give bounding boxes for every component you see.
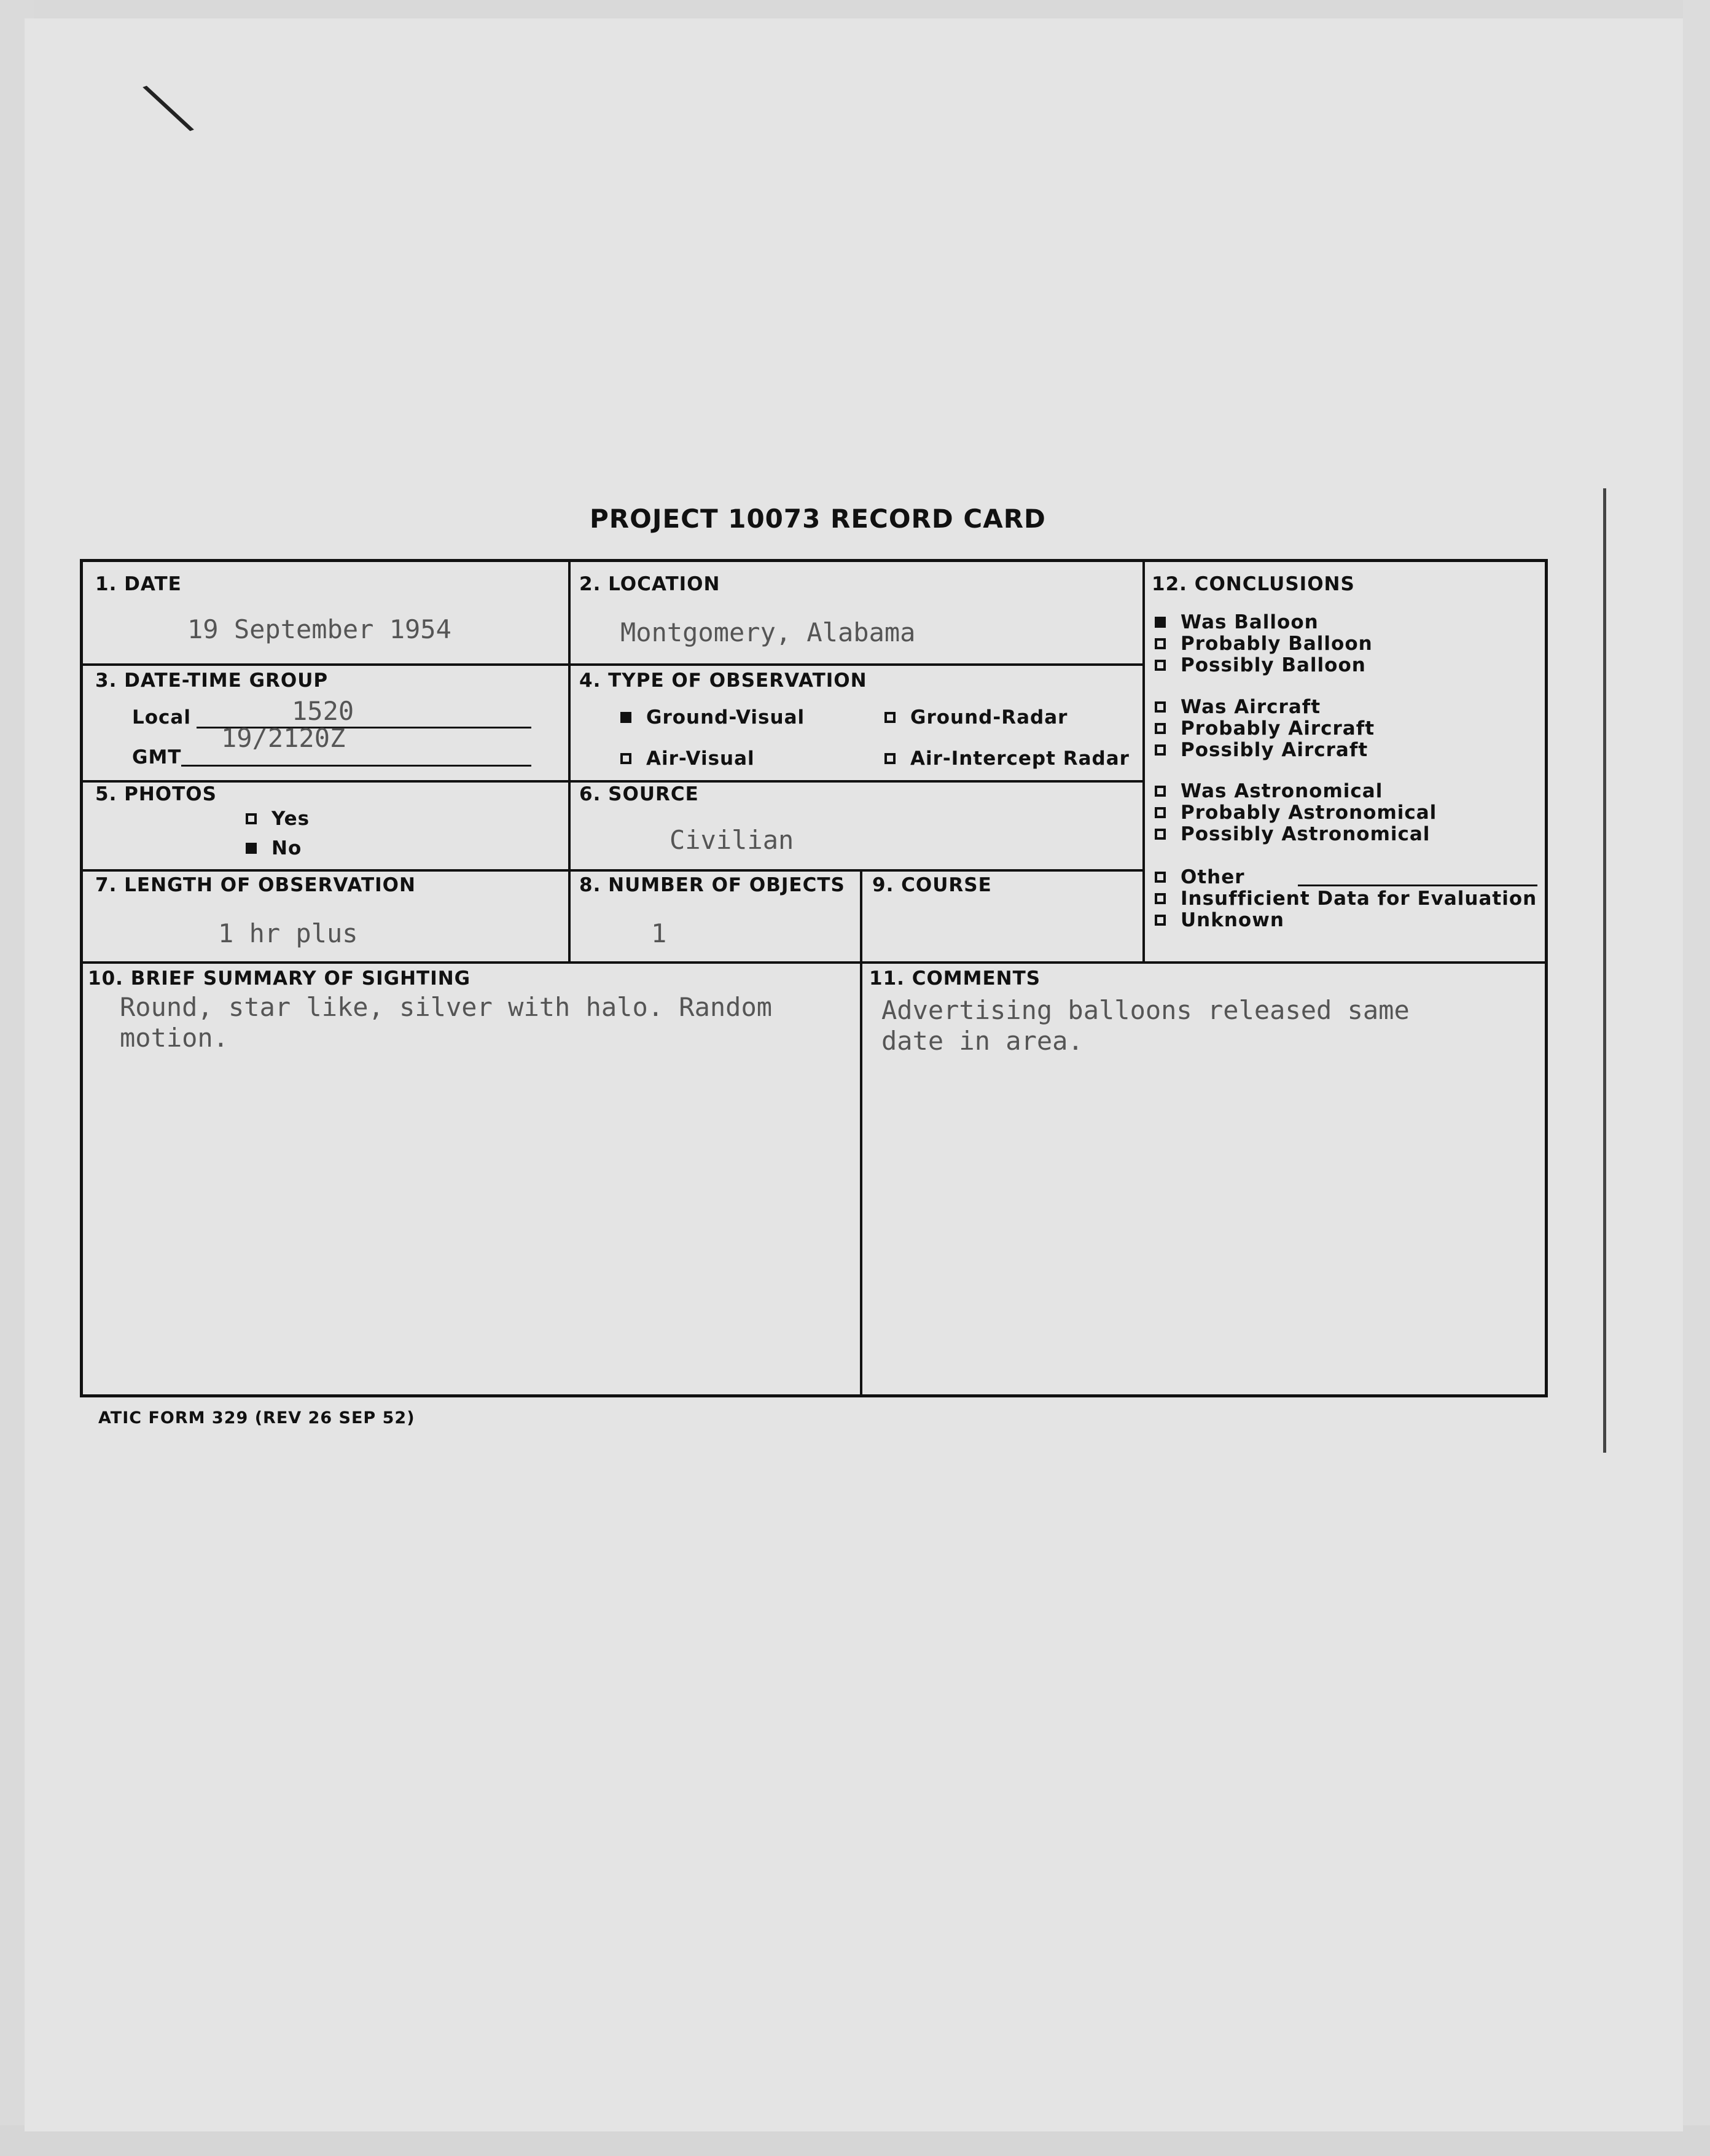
divider: [83, 869, 1142, 872]
conclusion-unknown[interactable]: Unknown: [1155, 909, 1284, 931]
summary-line-1: Round, star like, silver with halo. Random: [120, 992, 773, 1022]
local-value: 1520: [292, 696, 354, 726]
checkbox-icon: [1155, 807, 1166, 818]
date-value: 19 September 1954: [187, 614, 451, 644]
checkbox-icon: [884, 712, 896, 723]
divider: [83, 780, 1142, 783]
card-title: PROJECT 10073 RECORD CARD: [590, 504, 1046, 534]
conclusion-probably-aircraft[interactable]: Probably Aircraft: [1155, 717, 1375, 740]
dtg-label: 3. DATE-TIME GROUP: [95, 670, 329, 692]
gmt-underline: [181, 765, 531, 767]
conclusion-other[interactable]: Other: [1155, 866, 1245, 888]
option-ground-visual[interactable]: Ground-Visual: [620, 706, 805, 728]
length-value: 1 hr plus: [218, 918, 358, 948]
objects-value: 1: [651, 918, 667, 948]
conclusion-probably-astronomical[interactable]: Probably Astronomical: [1155, 802, 1437, 824]
option-air-intercept-radar[interactable]: Air-Intercept Radar: [884, 748, 1130, 770]
corner-mark: ╲: [144, 76, 192, 141]
checkbox-icon: [1155, 701, 1166, 713]
other-underline: [1298, 885, 1537, 886]
checkbox-icon: [1155, 638, 1166, 649]
checkbox-icon: [1155, 829, 1166, 840]
photos-yes[interactable]: Yes: [246, 808, 310, 830]
checkbox-icon: [1155, 617, 1166, 628]
photos-no[interactable]: No: [246, 837, 302, 859]
checkbox-icon: [1155, 893, 1166, 904]
checkbox-icon: [1155, 915, 1166, 926]
observation-label: 4. TYPE OF OBSERVATION: [579, 670, 867, 692]
checkbox-icon: [1155, 744, 1166, 756]
record-card: [80, 559, 1548, 1397]
divider: [568, 562, 571, 961]
checkbox-icon: [620, 753, 631, 764]
conclusion-possibly-aircraft[interactable]: Possibly Aircraft: [1155, 739, 1368, 761]
checkbox-icon: [1155, 660, 1166, 671]
conclusion-possibly-balloon[interactable]: Possibly Balloon: [1155, 654, 1366, 676]
page-right-edge: [1683, 0, 1710, 2156]
conclusion-was-balloon[interactable]: Was Balloon: [1155, 611, 1319, 633]
location-label: 2. LOCATION: [579, 573, 720, 595]
objects-label: 8. NUMBER OF OBJECTS: [579, 874, 845, 896]
comments-label: 11. COMMENTS: [869, 967, 1041, 990]
comments-line-2: date in area.: [881, 1026, 1083, 1056]
checkbox-icon: [1155, 786, 1166, 797]
option-ground-radar[interactable]: Ground-Radar: [884, 706, 1068, 728]
course-label: 9. COURSE: [872, 874, 992, 896]
checkbox-icon: [246, 813, 257, 824]
checkbox-icon: [620, 712, 631, 723]
length-label: 7. LENGTH OF OBSERVATION: [95, 874, 416, 896]
option-air-visual[interactable]: Air-Visual: [620, 748, 755, 770]
local-label: Local: [132, 706, 191, 728]
divider: [1142, 562, 1145, 961]
checkbox-icon: [1155, 872, 1166, 883]
conclusion-was-aircraft[interactable]: Was Aircraft: [1155, 696, 1321, 718]
source-label: 6. SOURCE: [579, 783, 699, 805]
divider: [860, 869, 862, 1397]
photos-label: 5. PHOTOS: [95, 783, 217, 805]
gmt-label: GMT: [132, 746, 182, 768]
conclusion-possibly-astronomical[interactable]: Possibly Astronomical: [1155, 823, 1430, 845]
source-value: Civilian: [670, 825, 794, 855]
form-number: ATIC FORM 329 (REV 26 SEP 52): [98, 1408, 415, 1428]
comments-line-1: Advertising balloons released same: [881, 995, 1410, 1025]
checkbox-icon: [884, 753, 896, 764]
conclusion-insufficient-data[interactable]: Insufficient Data for Evaluation: [1155, 888, 1537, 910]
summary-label: 10. BRIEF SUMMARY OF SIGHTING: [88, 967, 471, 990]
conclusions-label: 12. CONCLUSIONS: [1152, 573, 1355, 595]
conclusion-was-astronomical[interactable]: Was Astronomical: [1155, 780, 1383, 802]
scan-edge-line: [1603, 488, 1606, 1453]
conclusion-probably-balloon[interactable]: Probably Balloon: [1155, 633, 1373, 655]
checkbox-icon: [246, 843, 257, 854]
gmt-value: 19/2120Z: [221, 723, 346, 753]
summary-line-2: motion.: [120, 1023, 229, 1053]
checkbox-icon: [1155, 723, 1166, 734]
divider: [83, 961, 1548, 964]
divider: [83, 663, 1142, 666]
location-value: Montgomery, Alabama: [620, 617, 916, 647]
date-label: 1. DATE: [95, 573, 182, 595]
